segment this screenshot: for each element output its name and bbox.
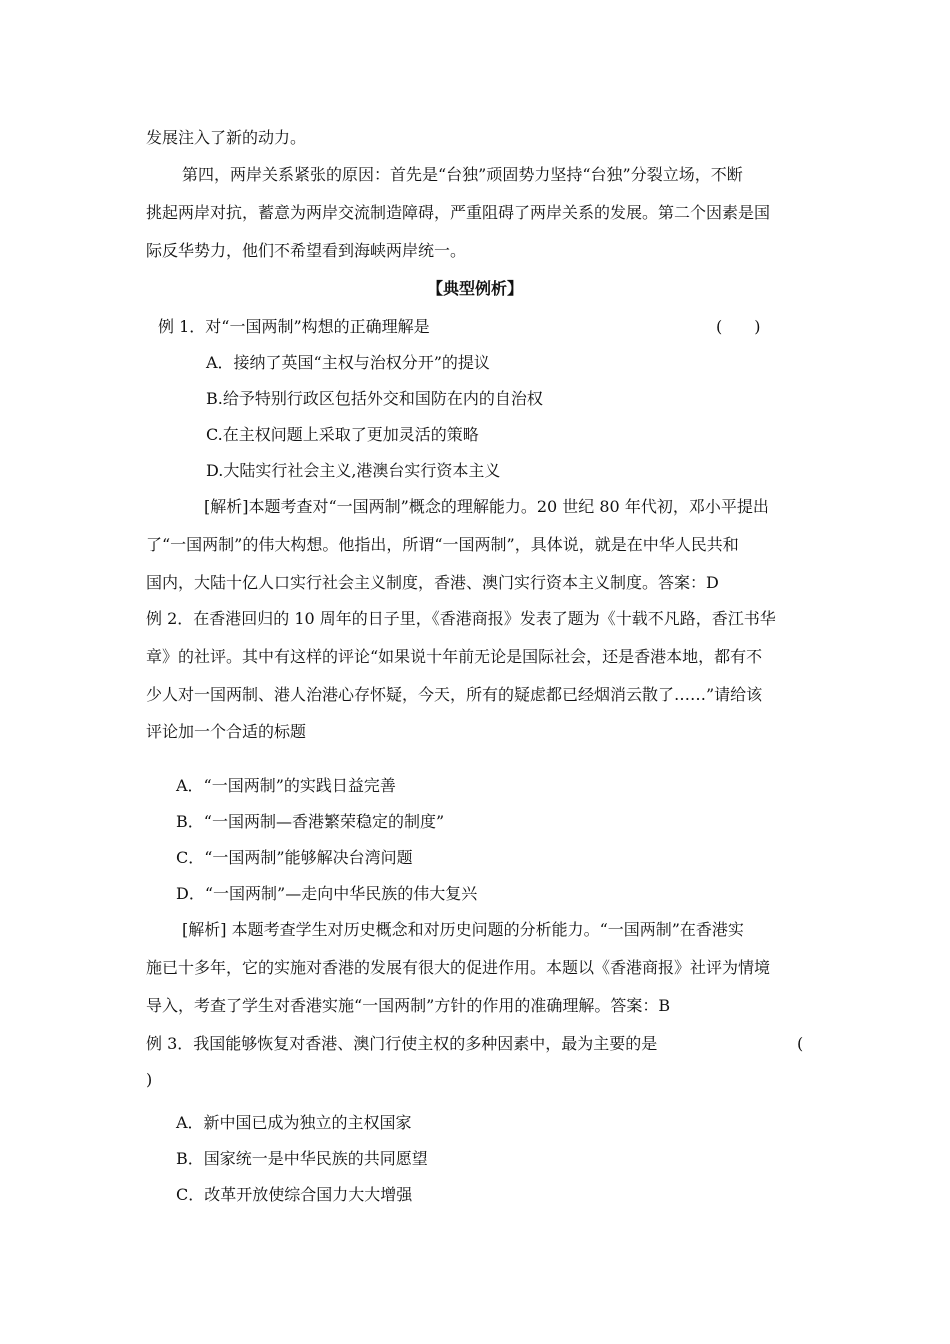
question-2-line: 评论加一个合适的标题 bbox=[146, 722, 307, 741]
option-2c: C．“一国两制”能够解决台湾问题 bbox=[176, 848, 413, 867]
question-2-line: 例 2．在香港回归的 10 周年的日子里，《香港商报》发表了题为《十载不凡路，香江书华 bbox=[146, 609, 776, 628]
option-3a: A．新中国已成为独立的主权国家 bbox=[176, 1113, 412, 1132]
question-2-line: 少人对一国两制、港人治港心存怀疑，今天，所有的疑虑都已经烟消云散了……”请给该 bbox=[146, 685, 763, 704]
option-1b: B.给予特别行政区包括外交和国防在内的自治权 bbox=[206, 389, 543, 408]
option-1d: D.大陆实行社会主义,港澳台实行资本主义 bbox=[206, 461, 501, 480]
option-1a: A．接纳了英国“主权与治权分开”的提议 bbox=[206, 353, 490, 372]
answer-blank-3-close: ) bbox=[146, 1070, 153, 1089]
analysis-1-line: 国内，大陆十亿人口实行社会主义制度，香港、澳门实行资本主义制度。答案：D bbox=[146, 573, 719, 592]
answer-blank-1: ( ) bbox=[716, 317, 761, 336]
option-1c: C.在主权问题上采取了更加灵活的策略 bbox=[206, 425, 479, 444]
option-2d: D．“一国两制”—走向中华民族的伟大复兴 bbox=[176, 884, 478, 903]
paragraph-line: 挑起两岸对抗，蓄意为两岸交流制造障碍，严重阻碍了两岸关系的发展。第二个因素是国 bbox=[146, 203, 771, 222]
analysis-2-line: 施已十多年，它的实施对香港的发展有很大的促进作用。本题以《香港商报》社评为情境 bbox=[146, 958, 771, 977]
paragraph-line: 际反华势力，他们不希望看到海峡两岸统一。 bbox=[146, 241, 467, 260]
question-3: 例 3．我国能够恢复对香港、澳门行使主权的多种因素中，最为主要的是 bbox=[146, 1034, 658, 1053]
option-3b: B．国家统一是中华民族的共同愿望 bbox=[176, 1149, 428, 1168]
paragraph-line: 发展注入了新的动力。 bbox=[146, 128, 307, 147]
question-1: 例 1．对“一国两制”构想的正确理解是 bbox=[158, 317, 430, 336]
analysis-1-line: 了“一国两制”的伟大构想。他指出，所谓“一国两制”，具体说，就是在中华人民共和 bbox=[146, 535, 739, 554]
answer-blank-3-open: ( bbox=[797, 1034, 804, 1053]
option-2a: A．“一国两制”的实践日益完善 bbox=[176, 776, 396, 795]
analysis-1-line: [解析]本题考查对“一国两制”概念的理解能力。20 世纪 80 年代初，邓小平提出 bbox=[204, 497, 769, 516]
option-2b: B．“一国两制—香港繁荣稳定的制度” bbox=[176, 812, 445, 831]
analysis-2-line: 导入，考查了学生对香港实施“一国两制”方针的作用的准确理解。答案：B bbox=[146, 996, 671, 1015]
paragraph-line: 第四，两岸关系紧张的原因：首先是“台独”顽固势力坚持“台独”分裂立场，不断 bbox=[182, 165, 743, 184]
section-title: 【典型例析】 bbox=[426, 279, 523, 298]
option-3c: C．改革开放使综合国力大大增强 bbox=[176, 1185, 413, 1204]
analysis-2-line: [解析] 本题考查学生对历史概念和对历史问题的分析能力。“一国两制”在香港实 bbox=[182, 920, 744, 939]
question-2-line: 章》的社评。其中有这样的评论“如果说十年前无论是国际社会，还是香港本地，都有不 bbox=[146, 647, 763, 666]
